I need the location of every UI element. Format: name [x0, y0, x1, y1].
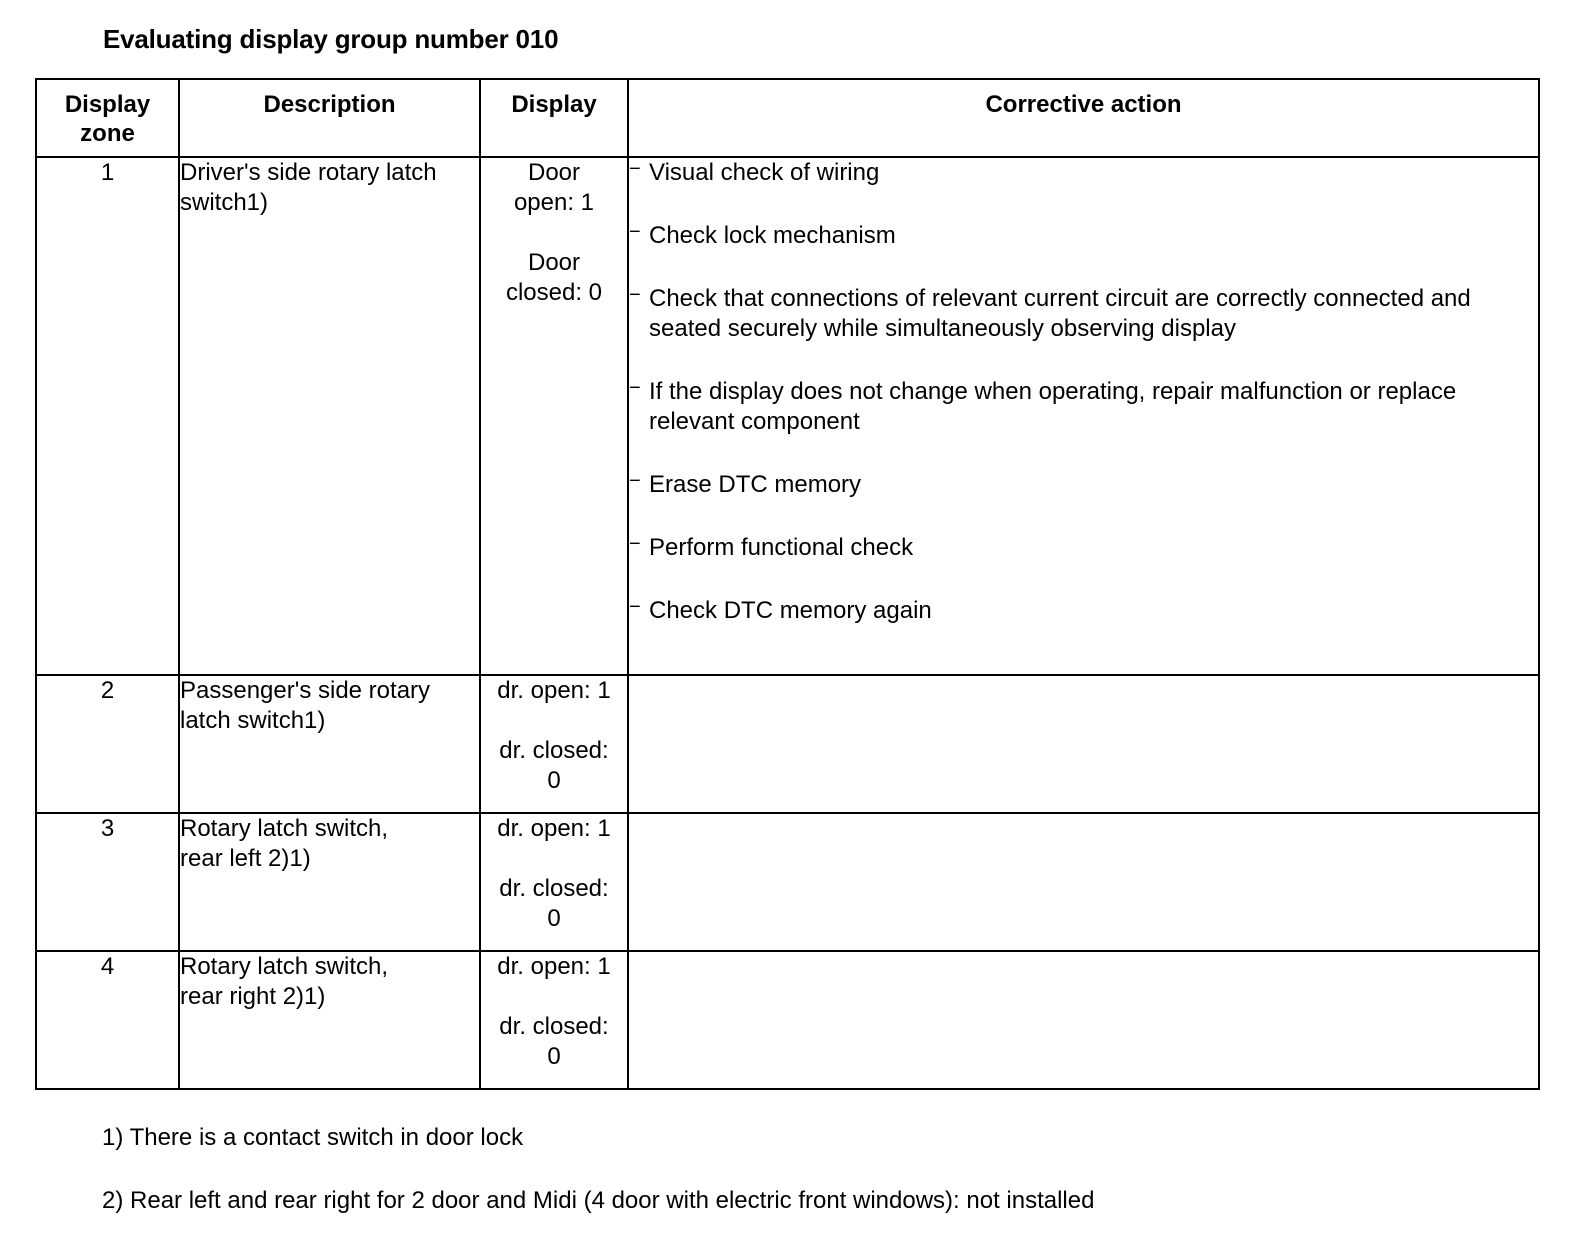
header-display-zone-line1: Display: [64, 91, 151, 118]
description-line: Passenger's side rotary: [180, 677, 431, 704]
dash-icon: −: [629, 284, 641, 306]
display-closed: [481, 736, 627, 796]
action-item: [629, 158, 1538, 188]
display-line: dr. closed:: [499, 1013, 609, 1040]
action-text: Check lock mechanism: [649, 222, 896, 249]
display-line: dr. open: 1: [497, 953, 611, 980]
table-row: [36, 951, 1539, 1089]
action-text: Perform functional check: [649, 534, 914, 561]
display-closed: [481, 248, 627, 308]
display-open: [481, 676, 627, 706]
display-closed: [481, 1012, 627, 1072]
zone-cell: 4: [36, 951, 179, 1089]
table-row: [36, 675, 1539, 813]
corrective-action-cell: [628, 813, 1539, 951]
description-line: Rotary latch switch,: [180, 815, 389, 842]
display-group-table: [35, 78, 1540, 1090]
display-cell: [480, 951, 628, 1089]
display-open: [481, 814, 627, 844]
zone-cell: 2: [36, 675, 179, 813]
description-line: Rotary latch switch,: [180, 953, 389, 980]
action-item: [629, 596, 1538, 626]
header-display-zone: [36, 79, 179, 157]
description-cell: [179, 157, 480, 675]
dash-icon: −: [629, 470, 641, 492]
action-text: If the display does not change when operating, repair malfunction or replace relevant component: [649, 378, 1457, 435]
display-line: 0: [547, 1043, 561, 1070]
display-cell: [480, 157, 628, 675]
action-item: [629, 533, 1538, 563]
display-open: [481, 158, 627, 218]
header-corrective-action: Corrective action: [628, 79, 1539, 157]
display-line: dr. open: 1: [497, 677, 611, 704]
display-line: dr. closed:: [499, 737, 609, 764]
zone-cell: 3: [36, 813, 179, 951]
corrective-action-cell: [628, 157, 1539, 675]
display-line: 0: [547, 905, 561, 932]
dash-icon: −: [629, 596, 641, 618]
action-item: [629, 377, 1538, 437]
action-text: Visual check of wiring: [649, 159, 880, 186]
display-closed: [481, 874, 627, 934]
display-line: dr. open: 1: [497, 815, 611, 842]
description-line: switch1): [180, 189, 269, 216]
page-title: Evaluating display group number 010: [103, 24, 559, 54]
action-item: [629, 221, 1538, 251]
display-line: Door: [527, 159, 581, 186]
display-line: closed: 0: [505, 279, 603, 306]
header-description: Description: [179, 79, 480, 157]
display-cell: [480, 675, 628, 813]
table-row: [36, 157, 1539, 675]
description-cell: [179, 951, 480, 1089]
zone-cell: 1: [36, 157, 179, 675]
description-cell: [179, 813, 480, 951]
corrective-action-cell: [628, 675, 1539, 813]
dash-icon: −: [629, 533, 641, 555]
action-item: [629, 470, 1538, 500]
action-text: Erase DTC memory: [649, 471, 862, 498]
description-line: latch switch1): [180, 707, 326, 734]
footnote-2: 2) Rear left and rear right for 2 door and Midi (4 door with electric front windows): not installed: [102, 1187, 1095, 1214]
action-text: Check that connections of relevant current circuit are correctly connected and seated securely while simultaneously observing display: [649, 285, 1471, 342]
display-line: dr. closed:: [499, 875, 609, 902]
description-line: rear left 2)1): [180, 845, 311, 872]
header-display: Display: [480, 79, 628, 157]
action-text: Check DTC memory again: [649, 597, 932, 624]
dash-icon: −: [629, 377, 641, 399]
description-line: Driver's side rotary latch: [180, 159, 437, 186]
dash-icon: −: [629, 158, 641, 180]
action-item: [629, 284, 1538, 344]
table-row: [36, 813, 1539, 951]
corrective-action-cell: [628, 951, 1539, 1089]
display-open: [481, 952, 627, 982]
display-line: open: 1: [513, 189, 595, 216]
footnote-1: 1) There is a contact switch in door lock: [102, 1124, 524, 1151]
dash-icon: −: [629, 221, 641, 243]
table-header-row: [36, 79, 1539, 157]
description-cell: [179, 675, 480, 813]
header-display-zone-line2: zone: [80, 120, 135, 147]
display-line: 0: [547, 767, 561, 794]
description-line: rear right 2)1): [180, 983, 326, 1010]
display-cell: [480, 813, 628, 951]
display-line: Door: [527, 249, 581, 276]
